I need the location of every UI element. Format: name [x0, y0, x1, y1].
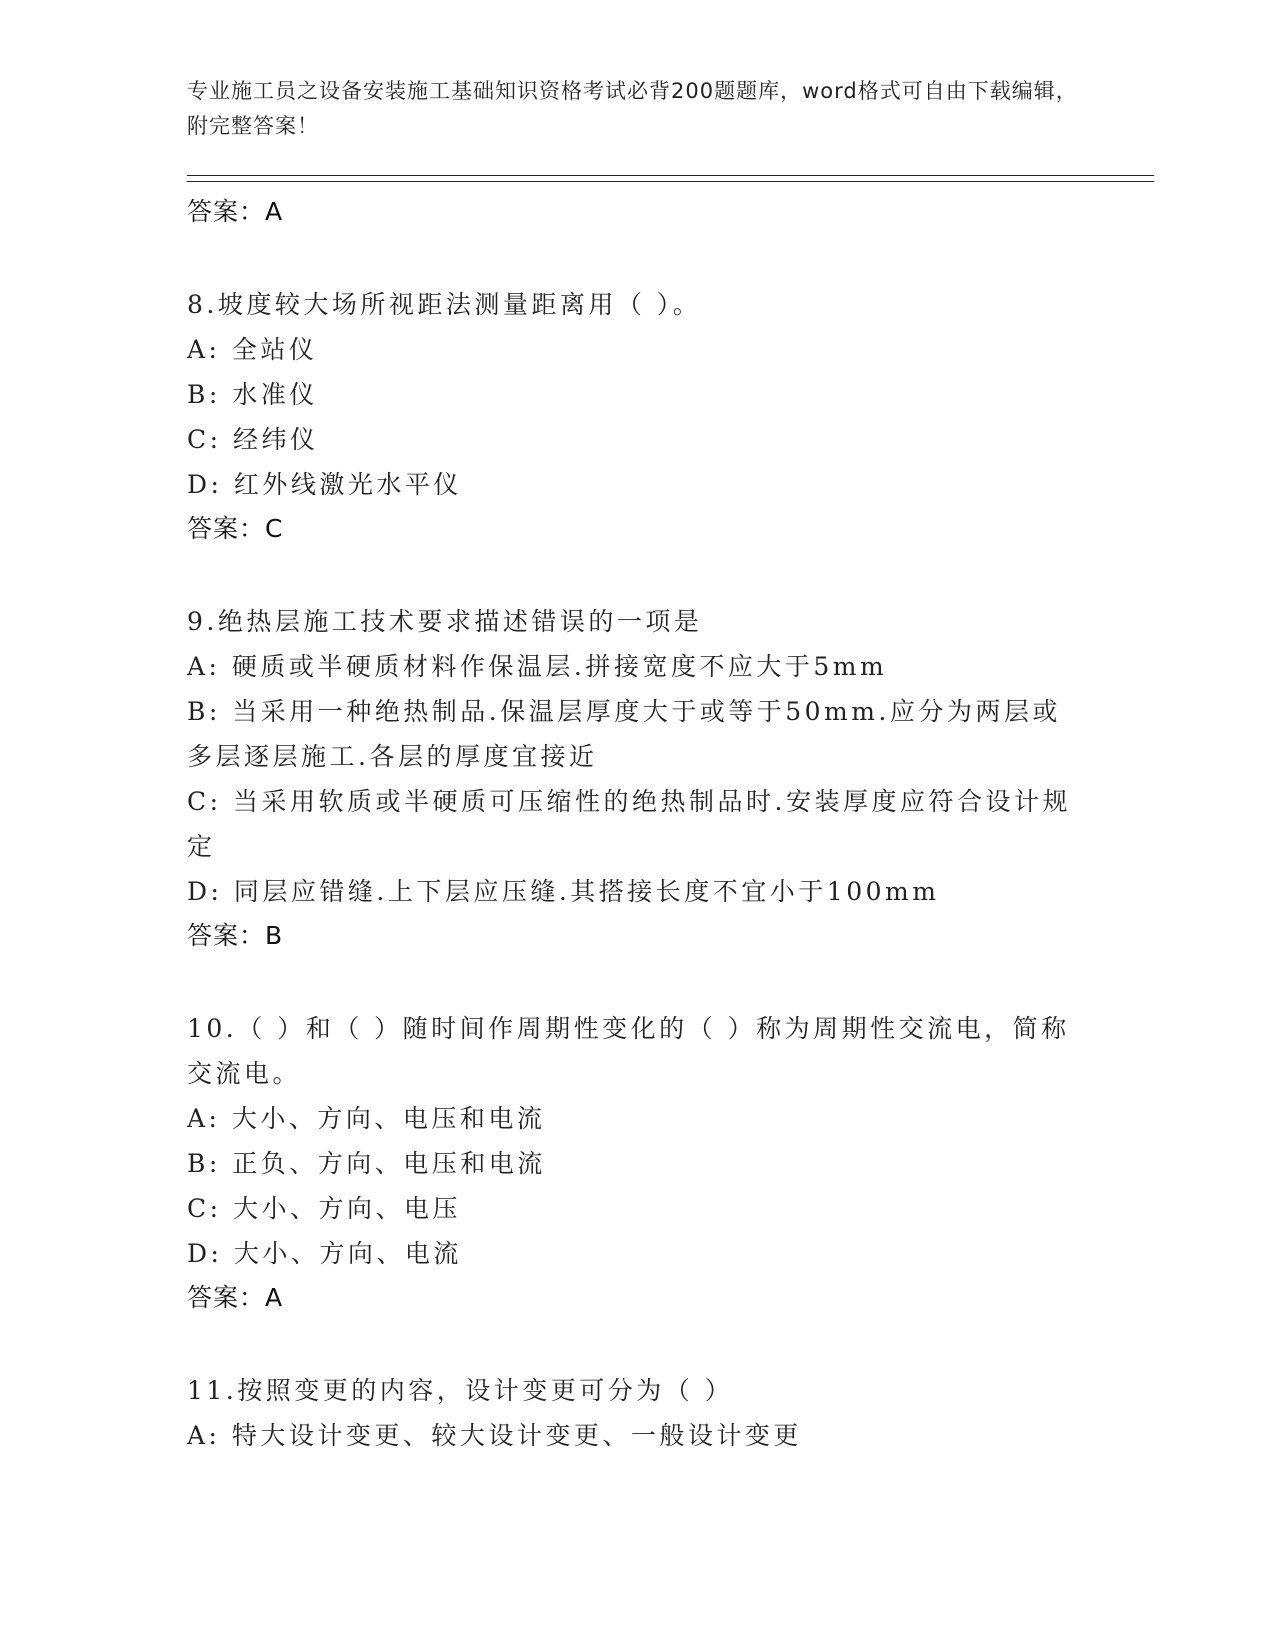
option-b: B: 当采用一种绝热制品.保温层厚度大于或等于50mm.应分为两层或多层逐层施工.各层的厚度宜接近: [187, 697, 1061, 771]
spacer: [187, 551, 1087, 599]
option-d: D: 红外线激光水平仪: [187, 470, 462, 499]
question-answer: 答案：A: [187, 1283, 284, 1312]
option-b: B: 水准仪: [187, 380, 318, 409]
option-a: A: 特大设计变更、较大设计变更、一般设计变更: [187, 1421, 802, 1450]
header-rule-top: [187, 175, 1154, 176]
spacer: [187, 958, 1087, 1006]
question-answer: 答案：B: [187, 921, 284, 950]
question-block: [187, 282, 1087, 551]
spacer: [187, 234, 1087, 282]
question-stem: 11.按照变更的内容，设计变更可分为（ ）: [187, 1376, 734, 1405]
header-rule-bottom: [187, 181, 1154, 182]
option-d: D: 同层应错缝.上下层应压缝.其搭接长度不宜小于100mm: [187, 877, 940, 906]
question-list: [187, 190, 1087, 1458]
previous-answer: 答案：A: [187, 197, 284, 226]
option-a: A: 硬质或半硬质材料作保温层.拼接宽度不应大于5mm: [187, 652, 888, 681]
question-block: [187, 1006, 1087, 1320]
spacer: [187, 1320, 1087, 1368]
document-header: 专业施工员之设备安装施工基础知识资格考试必背200题题库，word格式可自由下载编辑，附完整答案！: [187, 79, 1078, 138]
option-c: C: 当采用软质或半硬质可压缩性的绝热制品时.安装厚度应符合设计规定: [187, 787, 1071, 861]
option-c: C: 经纬仪: [187, 425, 319, 454]
option-d: D: 大小、方向、电流: [187, 1239, 462, 1268]
question-stem: 9.绝热层施工技术要求描述错误的一项是: [187, 607, 703, 636]
question-block: [187, 599, 1087, 958]
question-stem: 8.坡度较大场所视距法测量距离用（ ）。: [187, 290, 702, 319]
question-stem: 10.（ ）和（ ）随时间作周期性变化的（ ）称为周期性交流电，简称交流电。: [187, 1014, 1070, 1088]
question-answer: 答案：C: [187, 514, 284, 543]
option-a: A: 全站仪: [187, 335, 318, 364]
question-block: [187, 1368, 1087, 1458]
option-a: A: 大小、方向、电压和电流: [187, 1104, 546, 1133]
option-b: B: 正负、方向、电压和电流: [187, 1149, 546, 1178]
option-c: C: 大小、方向、电压: [187, 1194, 461, 1223]
